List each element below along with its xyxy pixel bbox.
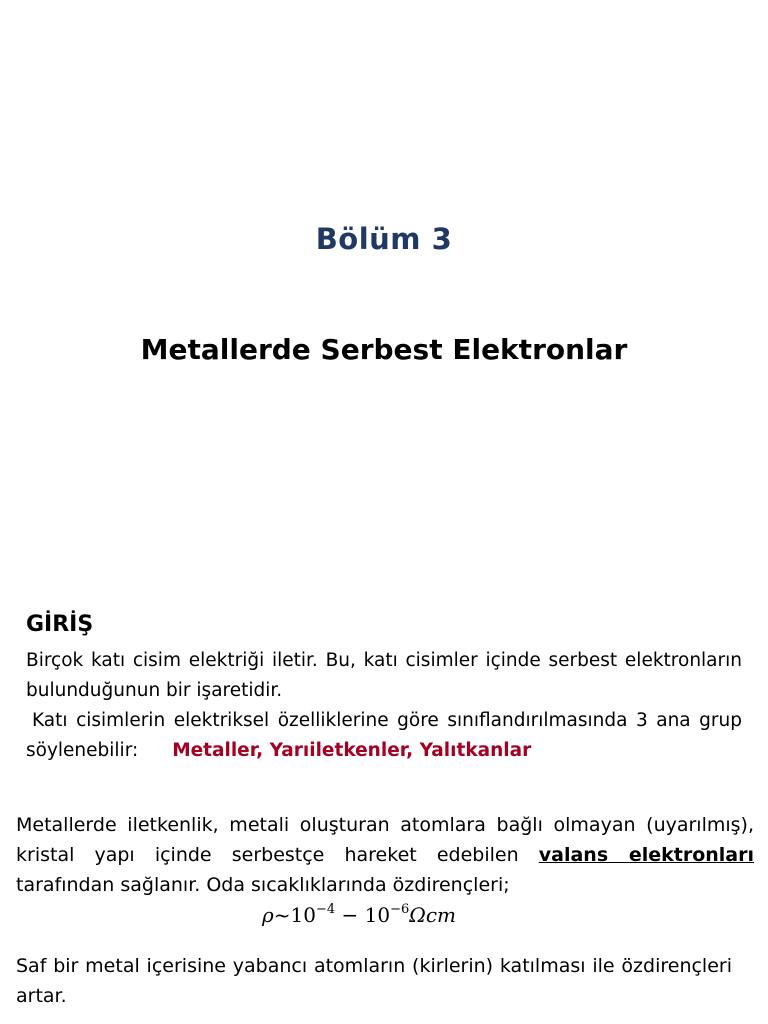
formula-unit: Ωcm [409,903,457,927]
metals-text-a: Metallerde iletkenlik, metali oluşturan atomlara bağlı olmayan (uyarılmış), kristal yapı içinde serbestçe hareket edebilen [16,814,754,866]
chapter-heading: Bölüm 3 [315,222,453,256]
intro-heading: GİRİŞ [26,612,94,637]
page-title: Metallerde Serbest Elektronlar [140,333,628,366]
formula-tilde: ~ [273,903,291,927]
metals-paragraph [16,810,754,900]
material-groups: Metaller, Yarıiletkenler, Yalıtkanlar [172,740,532,761]
formula-exp-1: −4 [315,902,336,917]
valence-electrons-term: valans elektronları [538,844,754,866]
formula-minus: − [335,903,365,927]
formula-rho: ρ [262,903,274,927]
formula-base-1: 10 [290,903,316,927]
intro-paragraph [26,646,742,766]
resistivity-formula [262,902,456,927]
impurity-paragraph: Saf bir metal içerisine yabancı atomların (kirlerin) katılması ile özdirençleri artar. [16,955,732,1007]
formula-base-2: 10 [364,903,391,927]
formula-exp-2: −6 [390,902,410,917]
intro-text-b: Katı cisimlerin elektriksel özelliklerine göre sınıflandırılmasında 3 ana grup söylenebilir: [26,710,742,761]
intro-text-a: Birçok katı cisim elektriği iletir. Bu, katı cisimler içinde serbest elektronların bulunduğunun bir işaretidir. [26,650,742,701]
metals-text-b: tarafından sağlanır. Oda sıcaklıklarında özdirençleri; [16,874,510,896]
